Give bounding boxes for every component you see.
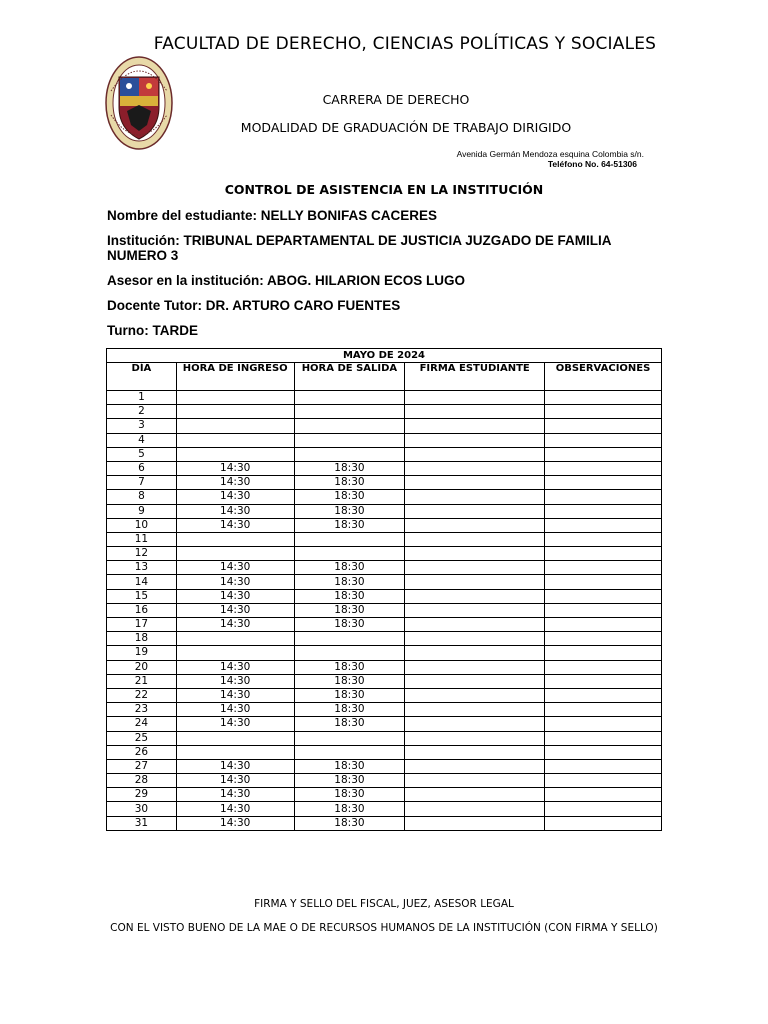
signature-cell bbox=[405, 504, 545, 518]
institution-name: Institución: TRIBUNAL DEPARTAMENTAL DE JUSTICIA JUZGADO DE FAMILIA NUMERO 3 bbox=[107, 233, 611, 263]
entry-time-cell: 14:30 bbox=[176, 461, 294, 475]
table-row bbox=[107, 688, 662, 702]
entry-time-cell: 14:30 bbox=[176, 774, 294, 788]
shift: Turno: TARDE bbox=[107, 323, 198, 338]
observations-cell bbox=[545, 788, 662, 802]
signature-cell bbox=[405, 674, 545, 688]
table-row bbox=[107, 561, 662, 575]
exit-time-cell bbox=[294, 646, 405, 660]
signature-cell bbox=[405, 518, 545, 532]
observations-cell bbox=[545, 532, 662, 546]
signature-cell bbox=[405, 816, 545, 830]
observations-cell bbox=[545, 561, 662, 575]
signature-cell bbox=[405, 575, 545, 589]
day-cell: 15 bbox=[107, 589, 177, 603]
table-row bbox=[107, 731, 662, 745]
signature-cell bbox=[405, 717, 545, 731]
university-seal-logo bbox=[105, 55, 173, 151]
observations-cell bbox=[545, 674, 662, 688]
exit-time-cell bbox=[294, 745, 405, 759]
entry-time-cell: 14:30 bbox=[176, 688, 294, 702]
entry-time-cell: 14:30 bbox=[176, 802, 294, 816]
signature-cell bbox=[405, 603, 545, 617]
signature-cell bbox=[405, 688, 545, 702]
exit-time-cell: 18:30 bbox=[294, 575, 405, 589]
observations-cell bbox=[545, 632, 662, 646]
day-cell: 18 bbox=[107, 632, 177, 646]
day-cell: 22 bbox=[107, 688, 177, 702]
signature-cell bbox=[405, 405, 545, 419]
exit-time-cell bbox=[294, 731, 405, 745]
observations-cell bbox=[545, 703, 662, 717]
exit-time-cell: 18:30 bbox=[294, 717, 405, 731]
exit-time-cell: 18:30 bbox=[294, 618, 405, 632]
day-cell: 6 bbox=[107, 461, 177, 475]
exit-time-cell: 18:30 bbox=[294, 490, 405, 504]
table-row bbox=[107, 447, 662, 461]
table-row bbox=[107, 646, 662, 660]
signature-cell bbox=[405, 632, 545, 646]
entry-time-cell: 14:30 bbox=[176, 618, 294, 632]
day-cell: 7 bbox=[107, 476, 177, 490]
address-block bbox=[457, 149, 644, 169]
table-row bbox=[107, 745, 662, 759]
exit-time-cell bbox=[294, 547, 405, 561]
day-cell: 24 bbox=[107, 717, 177, 731]
observations-cell bbox=[545, 447, 662, 461]
entry-time-cell: 14:30 bbox=[176, 816, 294, 830]
column-header-student-signature: FIRMA ESTUDIANTE bbox=[405, 363, 545, 391]
day-cell: 9 bbox=[107, 504, 177, 518]
entry-time-cell bbox=[176, 646, 294, 660]
signature-cell bbox=[405, 618, 545, 632]
entry-time-cell: 14:30 bbox=[176, 476, 294, 490]
signature-cell bbox=[405, 532, 545, 546]
exit-time-cell bbox=[294, 419, 405, 433]
exit-time-cell: 18:30 bbox=[294, 802, 405, 816]
entry-time-cell bbox=[176, 391, 294, 405]
entry-time-cell: 14:30 bbox=[176, 504, 294, 518]
exit-time-cell: 18:30 bbox=[294, 504, 405, 518]
entry-time-cell: 14:30 bbox=[176, 603, 294, 617]
day-cell: 19 bbox=[107, 646, 177, 660]
entry-time-cell: 14:30 bbox=[176, 788, 294, 802]
exit-time-cell: 18:30 bbox=[294, 703, 405, 717]
table-row bbox=[107, 532, 662, 546]
observations-cell bbox=[545, 433, 662, 447]
table-row bbox=[107, 660, 662, 674]
day-cell: 1 bbox=[107, 391, 177, 405]
day-cell: 28 bbox=[107, 774, 177, 788]
modality-title: MODALIDAD DE GRADUACIÓN DE TRABAJO DIRIGIDO bbox=[240, 120, 572, 135]
exit-time-cell bbox=[294, 433, 405, 447]
exit-time-cell: 18:30 bbox=[294, 788, 405, 802]
table-row bbox=[107, 802, 662, 816]
observations-cell bbox=[545, 518, 662, 532]
signature-cell bbox=[405, 759, 545, 773]
table-row bbox=[107, 589, 662, 603]
entry-time-cell: 14:30 bbox=[176, 717, 294, 731]
table-row bbox=[107, 788, 662, 802]
observations-cell bbox=[545, 717, 662, 731]
day-cell: 16 bbox=[107, 603, 177, 617]
table-row bbox=[107, 433, 662, 447]
column-header-exit-time: HORA DE SALIDA bbox=[294, 363, 405, 391]
observations-cell bbox=[545, 745, 662, 759]
exit-time-cell: 18:30 bbox=[294, 774, 405, 788]
table-row bbox=[107, 575, 662, 589]
observations-cell bbox=[545, 618, 662, 632]
attendance-table bbox=[106, 348, 662, 831]
column-header-day: DÍA bbox=[107, 363, 177, 391]
day-cell: 21 bbox=[107, 674, 177, 688]
signature-cell bbox=[405, 774, 545, 788]
column-header-observations: OBSERVACIONES bbox=[545, 363, 662, 391]
entry-time-cell: 14:30 bbox=[176, 589, 294, 603]
table-row bbox=[107, 774, 662, 788]
signature-cell bbox=[405, 589, 545, 603]
day-cell: 31 bbox=[107, 816, 177, 830]
day-cell: 17 bbox=[107, 618, 177, 632]
table-row bbox=[107, 547, 662, 561]
entry-time-cell bbox=[176, 731, 294, 745]
entry-time-cell: 14:30 bbox=[176, 660, 294, 674]
observations-cell bbox=[545, 547, 662, 561]
signature-cell bbox=[405, 433, 545, 447]
observations-cell bbox=[545, 405, 662, 419]
observations-cell bbox=[545, 391, 662, 405]
entry-time-cell bbox=[176, 419, 294, 433]
observations-cell bbox=[545, 589, 662, 603]
entry-time-cell bbox=[176, 447, 294, 461]
form-title: CONTROL DE ASISTENCIA EN LA INSTITUCIÓN bbox=[224, 182, 544, 197]
day-cell: 5 bbox=[107, 447, 177, 461]
phone-line: Teléfono No. 64-51306 bbox=[547, 159, 637, 169]
table-row bbox=[107, 391, 662, 405]
day-cell: 29 bbox=[107, 788, 177, 802]
exit-time-cell: 18:30 bbox=[294, 589, 405, 603]
table-row bbox=[107, 759, 662, 773]
table-row bbox=[107, 603, 662, 617]
table-row bbox=[107, 405, 662, 419]
signature-cell bbox=[405, 802, 545, 816]
signature-cell bbox=[405, 391, 545, 405]
table-row bbox=[107, 717, 662, 731]
approval-line: CON EL VISTO BUENO DE LA MAE O DE RECURSOS HUMANOS DE LA INSTITUCIÓN (CON FIRMA Y SELLO) bbox=[110, 922, 658, 934]
table-row bbox=[107, 461, 662, 475]
table-row bbox=[107, 490, 662, 504]
day-cell: 2 bbox=[107, 405, 177, 419]
day-cell: 26 bbox=[107, 745, 177, 759]
day-cell: 20 bbox=[107, 660, 177, 674]
signature-cell bbox=[405, 745, 545, 759]
exit-time-cell: 18:30 bbox=[294, 461, 405, 475]
entry-time-cell bbox=[176, 433, 294, 447]
day-cell: 12 bbox=[107, 547, 177, 561]
table-row bbox=[107, 632, 662, 646]
signature-cell bbox=[405, 660, 545, 674]
entry-time-cell: 14:30 bbox=[176, 674, 294, 688]
day-cell: 11 bbox=[107, 532, 177, 546]
observations-cell bbox=[545, 419, 662, 433]
advisor-name: Asesor en la institución: ABOG. HILARION ECOS LUGO bbox=[107, 273, 466, 288]
observations-cell bbox=[545, 660, 662, 674]
day-cell: 25 bbox=[107, 731, 177, 745]
observations-cell bbox=[545, 774, 662, 788]
month-header: MAYO DE 2024 bbox=[107, 349, 662, 363]
observations-cell bbox=[545, 490, 662, 504]
observations-cell bbox=[545, 688, 662, 702]
signature-cell bbox=[405, 419, 545, 433]
signature-cell bbox=[405, 646, 545, 660]
entry-time-cell bbox=[176, 745, 294, 759]
day-cell: 30 bbox=[107, 802, 177, 816]
signature-cell bbox=[405, 731, 545, 745]
exit-time-cell: 18:30 bbox=[294, 688, 405, 702]
signature-cell bbox=[405, 490, 545, 504]
day-cell: 23 bbox=[107, 703, 177, 717]
entry-time-cell: 14:30 bbox=[176, 575, 294, 589]
observations-cell bbox=[545, 504, 662, 518]
column-header-entry-time: HORA DE INGRESO bbox=[176, 363, 294, 391]
exit-time-cell bbox=[294, 532, 405, 546]
entry-time-cell: 14:30 bbox=[176, 561, 294, 575]
signature-cell bbox=[405, 461, 545, 475]
exit-time-cell: 18:30 bbox=[294, 660, 405, 674]
entry-time-cell: 14:30 bbox=[176, 490, 294, 504]
exit-time-cell bbox=[294, 447, 405, 461]
exit-time-cell: 18:30 bbox=[294, 561, 405, 575]
tutor-name: Docente Tutor: DR. ARTURO CARO FUENTES bbox=[107, 298, 401, 313]
exit-time-cell: 18:30 bbox=[294, 674, 405, 688]
observations-cell bbox=[545, 759, 662, 773]
observations-cell bbox=[545, 731, 662, 745]
student-name: Nombre del estudiante: NELLY BONIFAS CACERES bbox=[107, 208, 438, 223]
attendance-rows bbox=[107, 391, 662, 831]
exit-time-cell: 18:30 bbox=[294, 603, 405, 617]
table-row bbox=[107, 504, 662, 518]
signature-cell bbox=[405, 547, 545, 561]
address-line: Avenida Germán Mendoza esquina Colombia s/n. bbox=[456, 149, 644, 159]
signature-cell bbox=[405, 476, 545, 490]
exit-time-cell: 18:30 bbox=[294, 476, 405, 490]
exit-time-cell bbox=[294, 405, 405, 419]
entry-time-cell bbox=[176, 632, 294, 646]
day-cell: 13 bbox=[107, 561, 177, 575]
observations-cell bbox=[545, 575, 662, 589]
signature-cell bbox=[405, 703, 545, 717]
entry-time-cell: 14:30 bbox=[176, 703, 294, 717]
entry-time-cell: 14:30 bbox=[176, 518, 294, 532]
table-row bbox=[107, 618, 662, 632]
exit-time-cell bbox=[294, 391, 405, 405]
day-cell: 3 bbox=[107, 419, 177, 433]
observations-cell bbox=[545, 461, 662, 475]
faculty-title: FACULTAD DE DERECHO, CIENCIAS POLÍTICAS Y SOCIALES bbox=[153, 34, 657, 54]
table-row bbox=[107, 674, 662, 688]
signature-line: FIRMA Y SELLO DEL FISCAL, JUEZ, ASESOR LEGAL bbox=[254, 898, 514, 910]
signature-cell bbox=[405, 561, 545, 575]
exit-time-cell: 18:30 bbox=[294, 816, 405, 830]
observations-cell bbox=[545, 816, 662, 830]
observations-cell bbox=[545, 603, 662, 617]
entry-time-cell: 14:30 bbox=[176, 759, 294, 773]
day-cell: 27 bbox=[107, 759, 177, 773]
table-row bbox=[107, 419, 662, 433]
exit-time-cell bbox=[294, 632, 405, 646]
table-row bbox=[107, 518, 662, 532]
entry-time-cell bbox=[176, 547, 294, 561]
entry-time-cell bbox=[176, 405, 294, 419]
signature-cell bbox=[405, 788, 545, 802]
exit-time-cell: 18:30 bbox=[294, 518, 405, 532]
entry-time-cell bbox=[176, 532, 294, 546]
day-cell: 4 bbox=[107, 433, 177, 447]
table-row bbox=[107, 816, 662, 830]
day-cell: 10 bbox=[107, 518, 177, 532]
day-cell: 8 bbox=[107, 490, 177, 504]
day-cell: 14 bbox=[107, 575, 177, 589]
table-row bbox=[107, 703, 662, 717]
career-title: CARRERA DE DERECHO bbox=[322, 92, 470, 107]
observations-cell bbox=[545, 476, 662, 490]
exit-time-cell: 18:30 bbox=[294, 759, 405, 773]
observations-cell bbox=[545, 646, 662, 660]
signature-cell bbox=[405, 447, 545, 461]
table-row bbox=[107, 476, 662, 490]
observations-cell bbox=[545, 802, 662, 816]
